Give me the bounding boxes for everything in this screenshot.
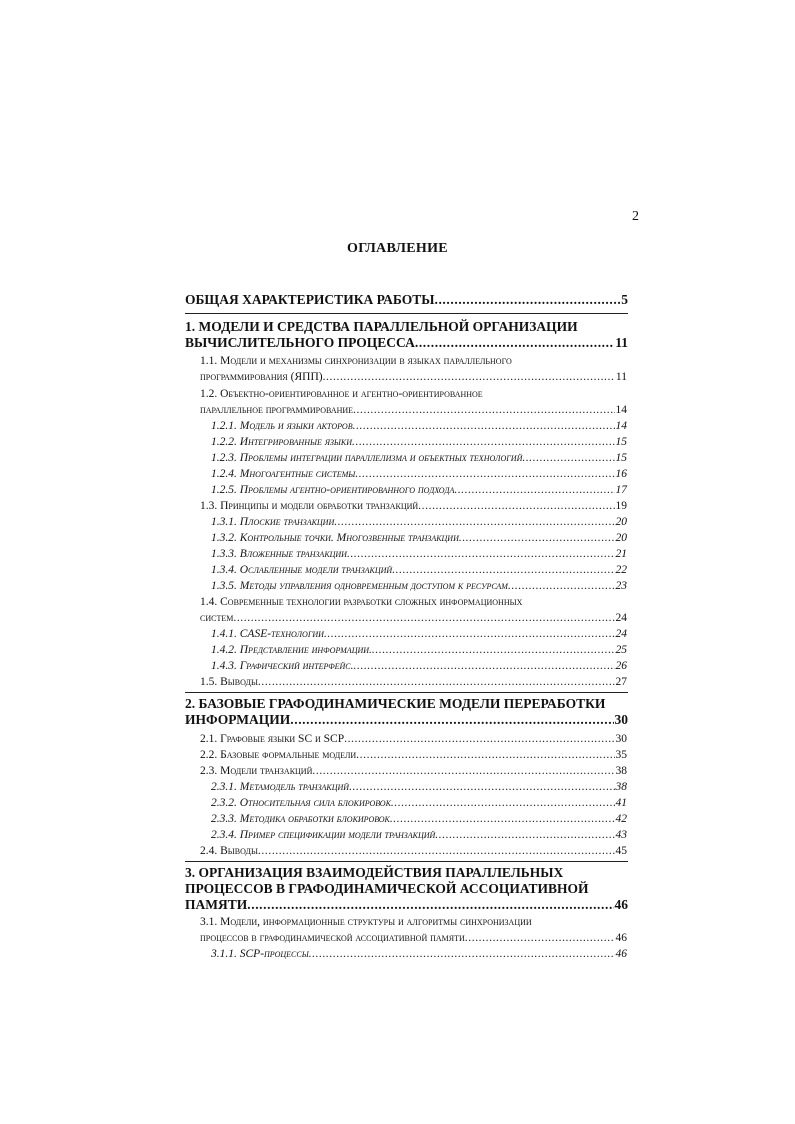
divider — [185, 692, 628, 693]
toc-chapter-2[interactable]: 2. БАЗОВЫЕ ГРАФОДИНАМИЧЕСКИЕ МОДЕЛИ ПЕРЕРАБОТКИ ИНФОРМАЦИИ ..... 30 — [185, 696, 628, 728]
toc-section-2-3-2[interactable]: 2.3.2. Относительная сила блокировок ..... 41 — [211, 795, 627, 811]
toc-section-1-1[interactable]: 1.1. Модели и механизмы синхронизации в языках параллельного программирования (ЯПП) ..... 11 — [200, 353, 627, 385]
toc-section-2-3-1[interactable]: 2.3.1. Метамодель транзакций ..... 38 — [211, 779, 627, 795]
toc-section-1-4[interactable]: 1.4. Современные технологии разработки сложных информационных систем ..... 24 — [200, 594, 627, 626]
divider — [185, 861, 628, 862]
toc-chapter-1[interactable]: 1. МОДЕЛИ И СРЕДСТВА ПАРАЛЛЕЛЬНОЙ ОРГАНИЗАЦИИ ВЫЧИСЛИТЕЛЬНОГО ПРОЦЕССА ..... 11 — [185, 319, 628, 351]
toc-section-2-2[interactable]: 2.2. Базовые формальные модели ..... 35 — [200, 747, 627, 763]
toc-section-1-3[interactable]: 1.3. Принципы и модели обработки транзакций ..... 19 — [200, 498, 627, 514]
toc-section-3-1-1[interactable]: 3.1.1. SCP-процессы ..... 46 — [211, 946, 627, 962]
toc-section-2-3[interactable]: 2.3. Модели транзакций ..... 38 — [200, 763, 627, 779]
toc-section-1-3-2[interactable]: 1.3.2. Контрольные точки. Многозвенные транзакции ..... 20 — [211, 530, 627, 546]
toc-section-2-3-4[interactable]: 2.3.4. Пример спецификации модели транзакций ..... 43 — [211, 827, 627, 843]
toc-general-characteristics[interactable]: ОБЩАЯ ХАРАКТЕРИСТИКА РАБОТЫ ..... 5 — [185, 292, 628, 308]
toc-section-2-3-3[interactable]: 2.3.3. Методика обработки блокировок ..... 42 — [211, 811, 627, 827]
toc-section-3-1[interactable]: 3.1. Модели, информационные структуры и алгоритмы синхронизации процессов в графодинамической ассоциативной памяти ..... 46 — [200, 914, 627, 946]
toc-section-1-4-3[interactable]: 1.4.3. Графический интерфейс. ..... 26 — [211, 658, 627, 674]
toc-title: ОГЛАВЛЕНИЕ — [347, 241, 448, 256]
toc-section-1-2-3[interactable]: 1.2.3. Проблемы интеграции параллелизма и объектных технологий ..... 15 — [211, 450, 627, 466]
toc-section-1-2-2[interactable]: 1.2.2. Интегрированные языки ..... 15 — [211, 434, 627, 450]
page-number: 2 — [632, 209, 639, 224]
toc-section-1-3-5[interactable]: 1.3.5. Методы управления одновременным доступом к ресурсам ..... 23 — [211, 578, 627, 594]
toc-section-2-4[interactable]: 2.4. Выводы ..... 45 — [200, 843, 627, 859]
toc-chapter-3[interactable]: 3. ОРГАНИЗАЦИЯ ВЗАИМОДЕЙСТВИЯ ПАРАЛЛЕЛЬНЫХ ПРОЦЕССОВ В ГРАФОДИНАМИЧЕСКОЙ АССОЦИАТИВНОЙ ПАМЯТИ ..... 46 — [185, 865, 628, 913]
toc-section-1-5[interactable]: 1.5. Выводы ..... 27 — [200, 674, 627, 690]
toc-section-1-2-4[interactable]: 1.2.4. Многоагентные системы ..... 16 — [211, 466, 627, 482]
divider — [185, 313, 628, 314]
toc-section-1-4-1[interactable]: 1.4.1. CASE-технологии ..... 24 — [211, 626, 627, 642]
toc-section-1-2[interactable]: 1.2. Объектно-ориентированное и агентно-ориентированное параллельное программирование ..... 14 — [200, 386, 627, 418]
toc-section-1-3-1[interactable]: 1.3.1. Плоские транзакции ..... 20 — [211, 514, 627, 530]
toc-section-1-4-2[interactable]: 1.4.2. Представление информации. ..... 25 — [211, 642, 627, 658]
toc-section-2-1[interactable]: 2.1. Графовые языки SC и SCP ..... 30 — [200, 731, 627, 747]
toc-section-1-3-3[interactable]: 1.3.3. Вложенные транзакции ..... 21 — [211, 546, 627, 562]
toc-section-1-3-4[interactable]: 1.3.4. Ослабленные модели транзакций ..... 22 — [211, 562, 627, 578]
toc-section-1-2-1[interactable]: 1.2.1. Модель и языки акторов ..... 14 — [211, 418, 627, 434]
toc-section-1-2-5[interactable]: 1.2.5. Проблемы агентно-ориентированного подхода ..... 17 — [211, 482, 627, 498]
leader-dots — [434, 292, 620, 308]
